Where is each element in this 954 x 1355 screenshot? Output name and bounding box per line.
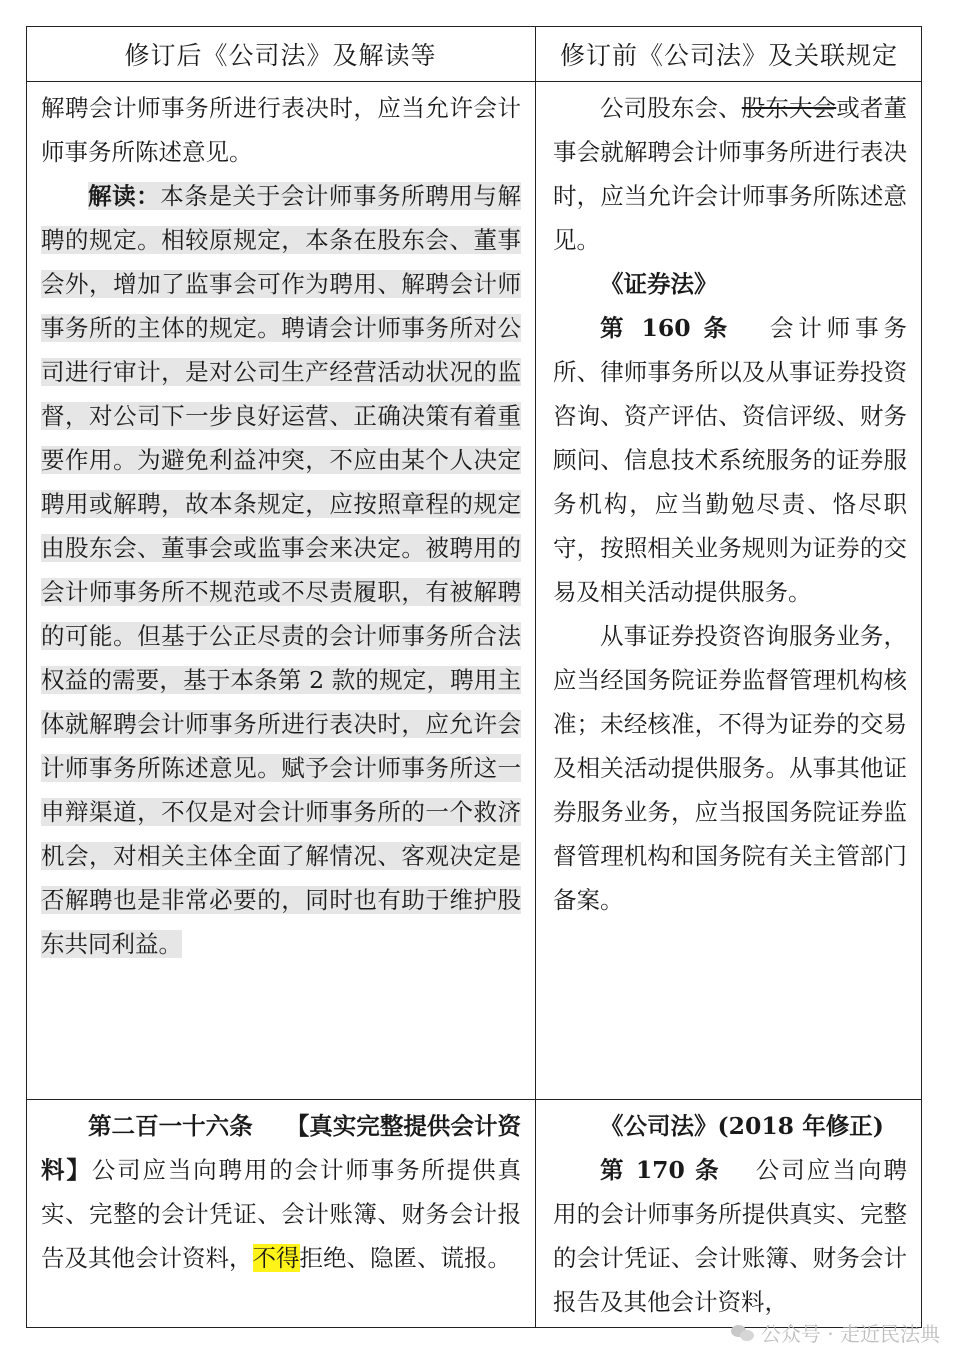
interpretation-text: 本条是关于会计师事务所聘用与解聘的规定。相较原规定，本条在股东会、董事会外，增加了监事会可作为聘用、解聘会计师事务所的主体的规定。聘请会计师事务所对公司进行审计，是对公司生产经营活动状况的监督，对公司下一步良好运营、正确决策有着重要作用。为避免利益冲突，不应由某个人决定聘用或解聘，故本条规定，应按照章程的规定由股东会、董事会或监事会来决定。被聘用的会计师事务所不规范或不尽责履职，有被解聘的可能。但基于公正尽责的会计师事务所合法权益的需要，基于本条第 2 款的规定，聘用主体就解聘会计师事务所进行表决时，应允许会计师事务所陈述意见。赋予会计师事务所这一申辩渠道，不仅是对会计师事务所的一个救济机会，对相关主体全面了解情况、客观决定是否解聘也是非常必要的，同时也有助于维护股东共同利益。 [41, 182, 522, 958]
article-170-number: 第 170 条 [600, 1156, 721, 1184]
right-p1-text-cont: 或者董事会就解聘会计师事务所进行表决时，应当允许会计师事务所陈述意见。 [553, 94, 907, 254]
article-160-number: 第 160 条 [600, 314, 733, 342]
struck-text: 股东大会 [741, 94, 837, 122]
row2-right-cell [553, 1104, 907, 1324]
right-p1-text: 公司股东会、 [600, 94, 742, 122]
interpretation-paragraph [41, 174, 521, 966]
article-160-paragraph-2: 从事证券投资咨询服务业务，应当经国务院证券监督管理机构核准；未经核准，不得为证券的交易及相关活动提供服务。从事其他证券服务业务，应当报国务院证券监督管理机构和国务院有关主管部门备案。 [553, 622, 907, 914]
column-divider [535, 26, 536, 1328]
article-216 [41, 1104, 521, 1280]
company-law-2018-title: 《公司法》(2018 年修正) [600, 1112, 884, 1140]
watermark-text: 公众号 · 走近民法典 [760, 1322, 940, 1346]
highlighted-text: 不得 [252, 1244, 300, 1272]
article-216-text-end: 拒绝、隐匿、谎报。 [299, 1244, 511, 1272]
article-160-text: 会计师事务所、律师事务所以及从事证券投资咨询、资产评估、资信评级、财务顾问、信息技术系统服务的证券服务机构，应当勤勉尽责、恪尽职守，按照相关业务规则为证券的交易及相关活动提供服务。 [553, 314, 908, 606]
article-160 [553, 306, 907, 614]
right-paragraph-1 [553, 86, 907, 262]
row1-left-cell [41, 86, 521, 966]
interpretation-label: 解读： [88, 182, 161, 210]
law-title: 《证券法》 [600, 270, 718, 298]
row1-right-cell [553, 86, 907, 922]
left-paragraph-1: 解聘会计师事务所进行表决时，应当允许会计师事务所陈述意见。 [41, 94, 521, 166]
article-216-number: 第二百一十六条 [88, 1112, 253, 1140]
row2-left-cell [41, 1104, 521, 1280]
header-left: 修订后《公司法》及解读等 [124, 40, 437, 70]
header-divider [26, 81, 922, 82]
article-216-text: 公司应当向聘用的会计师事务所提供真实、完整的会计凭证、会计账簿、财务会计报告及其他会计资料， [41, 1156, 522, 1272]
wechat-icon [731, 1323, 755, 1343]
article-170-text: 公司应当向聘用的会计师事务所提供真实、完整的会计凭证、会计账簿、财务会计报告及其他会计资料， [553, 1156, 908, 1316]
header-right: 修订前《公司法》及关联规定 [559, 40, 898, 70]
article-216-title: 【真实完整提供会计资料】 [41, 1112, 522, 1184]
article-170 [553, 1148, 907, 1324]
row-divider [26, 1099, 922, 1100]
watermark [731, 1318, 940, 1347]
